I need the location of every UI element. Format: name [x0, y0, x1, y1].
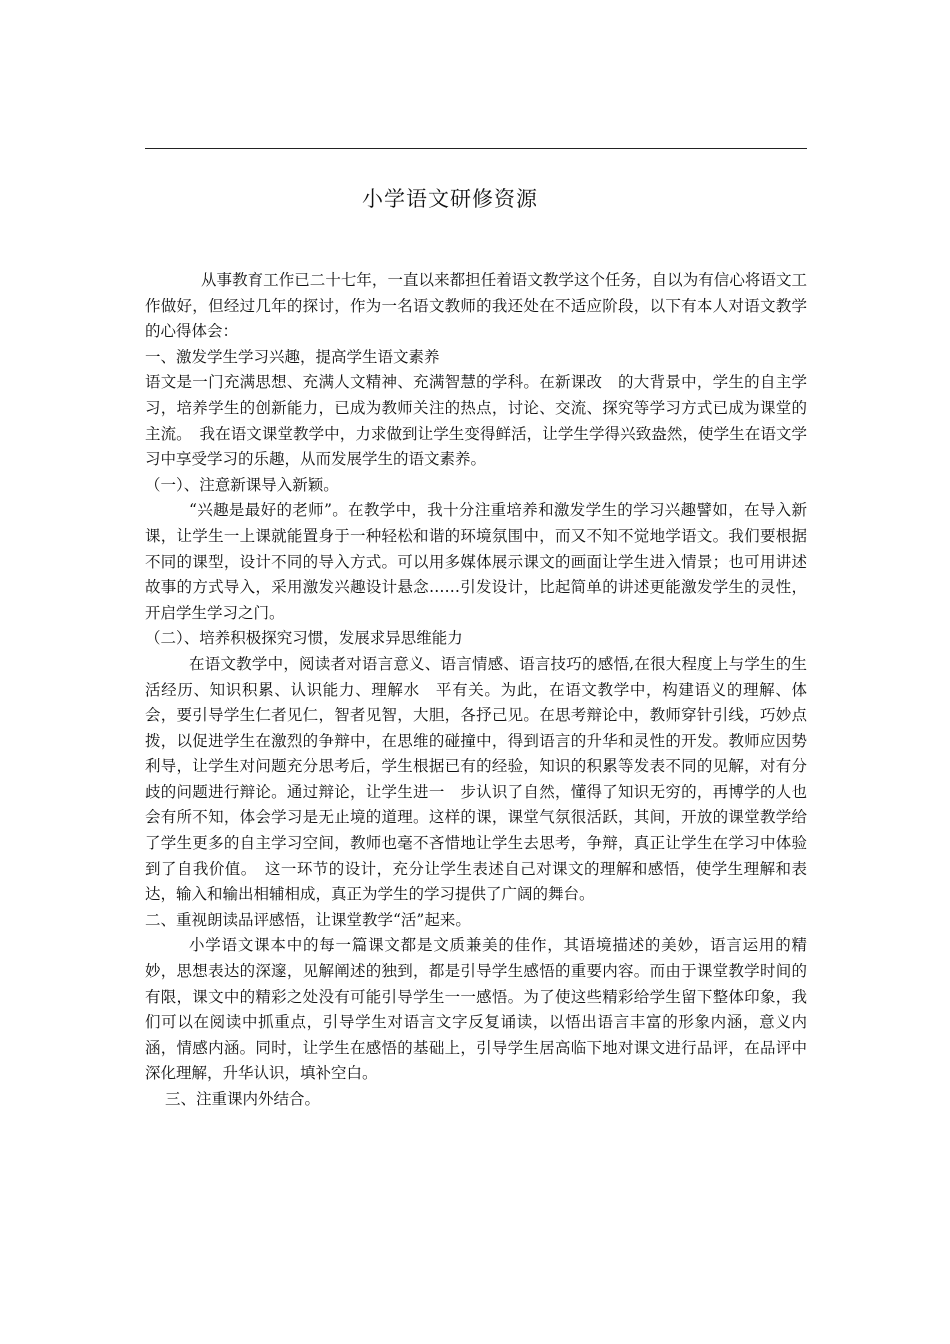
body-paragraph: 在语文教学中，阅读者对语言意义、语言情感、语言技巧的感悟,在很大程度上与学生的生活经历、知识积累、认识能力、理解水 平有关。为此，在语文教学中，构建语义的理解、体会，要引导学生仁者见仁，智者见智，大胆，各抒己见。在思考辩论中，教师穿针引线，巧妙点拨，以促进学生在激烈的争辩中，在思维的碰撞中，得到语言的升华和灵性的开发。教师应因势利导，让学生对问题充分思考后，学生根据已有的经验，知识的积累等发表不同的见解，对有分歧的问题进行辩论。通过辩论，让学生进一 步认识了自然，懂得了知识无穷的，再博学的人也会有所不知，体会学习是无止境的道理。这样的课，课堂气氛很活跃，其间，开放的课堂教学给了学生更多的自主学习空间，教师也毫不吝惜地让学生去思考，争辩，真正让学生在学习中体验到了自我价值。 这一环节的设计，充分让学生表述自己对课文的理解和感悟，使学生理解和表达，输入和输出相辅相成，真正为学生的学习提供了广阔的舞台。	[145, 654, 807, 904]
section-heading-2: 二、重视朗读品评感悟，让课堂教学“活”起来。	[145, 910, 471, 929]
section-heading-1: 一、激发学生学习兴趣，提高学生语文素养	[145, 347, 440, 366]
section-heading-3: 三、注重课内外结合。	[165, 1090, 321, 1108]
subsection-heading-2: （二）、培养积极探究习惯，发展求异思维能力	[145, 629, 463, 648]
body-paragraph: 语文是一门充满思想、充满人文精神、充满智慧的学科。在新课改 的大背景中，学生的自主学习，培养学生的创新能力，已成为教师关注的热点，讨论、交流、探究等学习方式已成为课堂的主流。 我在语文课堂教学中，力求做到让学生变得鲜活，让学生学得兴致盎然，使学生在语文学习中享受学习的乐趣，从而发展学生的语文素养。	[145, 373, 807, 469]
document-title: 小学语文研修资源	[362, 187, 538, 211]
intro-paragraph: 从事教育工作已二十七年，一直以来都担任着语文教学这个任务，自以为有信心将语文工作做好，但经过几年的探讨，作为一名语文教师的我还处在不适应阶段，以下有本人对语文教学的心得体会：	[145, 271, 807, 341]
document-body	[145, 268, 807, 1113]
body-paragraph: 小学语文课本中的每一篇课文都是文质兼美的佳作，其语境描述的美妙，语言运用的精妙，思想表达的深邃，见解阐述的独到，都是引导学生感悟的重要内容。而由于课堂教学时间的有限，课文中的精彩之处没有可能引导学生一一感悟。为了使这些精彩给学生留下整体印象，我们可以在阅读中抓重点，引导学生对语言文字反复诵读，以悟出语言丰富的形象内涵，意义内涵，情感内涵。同时，让学生在感悟的基础上，引导学生居高临下地对课文进行品评，在品评中深化理解，升华认识，填补空白。	[145, 936, 807, 1083]
header-rule	[145, 148, 807, 149]
body-paragraph: “兴趣是最好的老师”。在教学中，我十分注重培养和激发学生的学习兴趣譬如，在导入新课，让学生一上课就能置身于一种轻松和谐的环境氛围中，而又不知不觉地学语文。我们要根据不同的课型，设计不同的导入方式。可以用多媒体展示课文的画面让学生进入情景；也可用讲述故事的方式导入，采用激发兴趣设计悬念……引发设计，比起简单的讲述更能激发学生的灵性，开启学生学习之门。	[145, 501, 807, 622]
subsection-heading-1: （一）、注意新课导入新颖。	[145, 475, 339, 494]
